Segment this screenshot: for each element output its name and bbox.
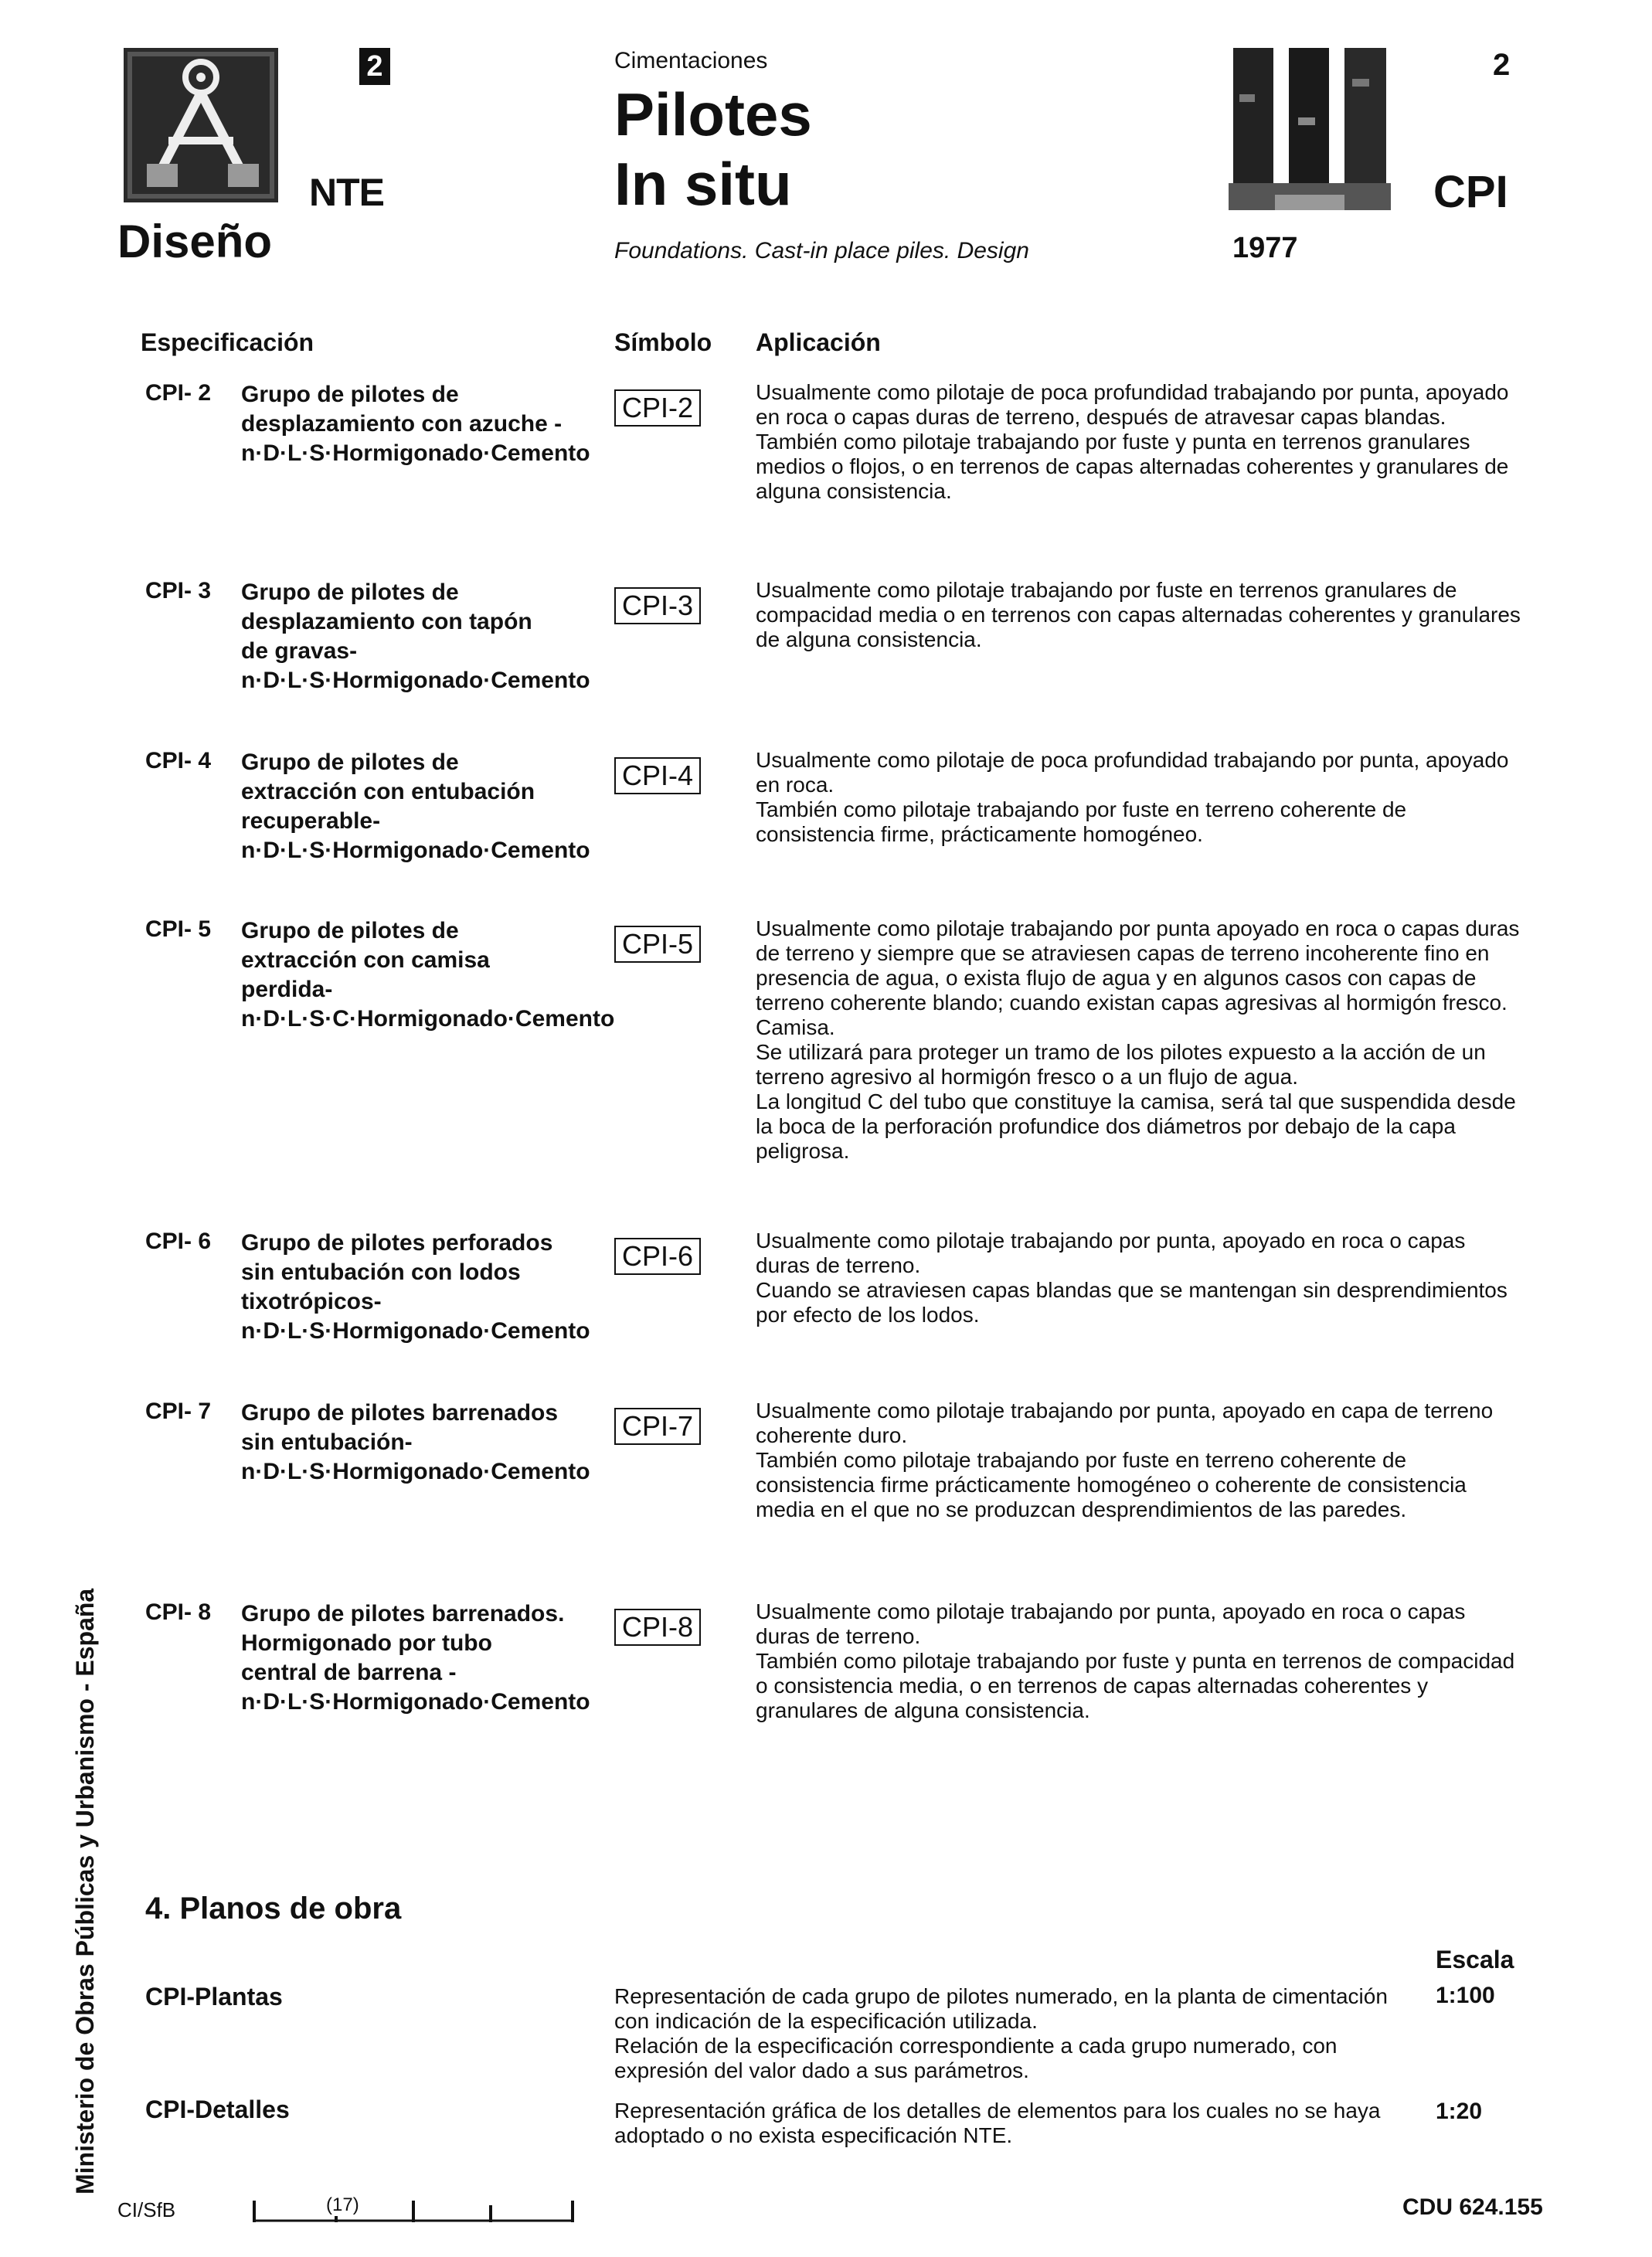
spec-name: Grupo de pilotes de extracción con entubación recuperable-n·D·L·S·Hormigonado·Cemento bbox=[241, 750, 590, 863]
plan-name: CPI-Plantas bbox=[145, 1983, 283, 2011]
spec-symbol: CPI-8 bbox=[614, 1609, 701, 1646]
application-paragraph: Usualmente como pilotaje trabajando por fuste en terrenos granulares de compacidad media o en terrenos con capas alternadas coherentes y granulares de alguna consistencia. bbox=[756, 578, 1521, 651]
plan-description-paragraph: Relación de la especificación correspondiente a cada grupo numerado, con expresión del valor dado a sus parámetros. bbox=[614, 2034, 1338, 2082]
spec-symbol: CPI-4 bbox=[614, 757, 701, 794]
spec-application bbox=[756, 1599, 1521, 1723]
spec-application bbox=[756, 1399, 1521, 1522]
spec-name: Grupo de pilotes de extracción con camisa perdida-n·D·L·S·C·Hormigonado·Cemento bbox=[241, 918, 615, 1032]
page-number: 2 bbox=[1493, 48, 1511, 82]
year: 1977 bbox=[1232, 232, 1298, 264]
supertitle: Cimentaciones bbox=[614, 48, 768, 73]
application-paragraph: También como pilotaje trabajando por fuste y punta en terrenos de compacidad o consistencia media, o en terrenos de capas alternadas coherentes y granulares de alguna consistencia. bbox=[756, 1649, 1515, 1722]
spec-application bbox=[756, 578, 1521, 652]
piles-photo bbox=[1229, 48, 1391, 210]
application-paragraph: Usualmente como pilotaje de poca profundidad trabajando por punta, apoyado en roca o capas duras de terreno, después de atravesar capas blandas. bbox=[756, 380, 1509, 429]
application-paragraph: Se utilizará para proteger un tramo de los pilotes expuesto a la acción de un terreno agresivo al hormigón fresco o a un flujo de agua. bbox=[756, 1040, 1486, 1089]
plan-name: CPI-Detalles bbox=[145, 2096, 290, 2123]
column-header-spec: Especificación bbox=[141, 328, 314, 356]
section-title: 4. Planos de obra bbox=[145, 1892, 402, 1926]
scale-column-header: Escala bbox=[1436, 1946, 1514, 1973]
page-subtitle: Foundations. Cast-in place piles. Design bbox=[614, 238, 1029, 263]
application-paragraph: Usualmente como pilotaje trabajando por punta, apoyado en roca o capas duras de terreno. bbox=[756, 1229, 1466, 1277]
section-label: Diseño bbox=[117, 216, 273, 267]
spec-symbol: CPI-2 bbox=[614, 389, 701, 427]
application-paragraph: Cuando se atraviesen capas blandas que se mantengan sin desprendimientos por efecto de los lodos. bbox=[756, 1278, 1508, 1327]
spec-symbol: CPI-5 bbox=[614, 926, 701, 963]
application-paragraph: También como pilotaje trabajando por fuste y punta en terrenos granulares medios o flojos, o en terrenos de capas alternadas coherentes y granulares de alguna consistencia. bbox=[756, 430, 1509, 503]
spec-id: CPI- 3 bbox=[145, 578, 212, 603]
cdu-code: CDU 624.155 bbox=[1402, 2194, 1543, 2220]
application-paragraph: Usualmente como pilotaje trabajando por punta, apoyado en roca o capas duras de terreno. bbox=[756, 1599, 1466, 1648]
column-header-application: Aplicación bbox=[756, 328, 881, 356]
application-paragraph: La longitud C del tubo que constituye la camisa, será tal que suspendida desde la boca de la perforación profundice dos diámetros por debajo de la capa peligrosa. bbox=[756, 1089, 1516, 1163]
nte-label: NTE bbox=[309, 171, 384, 214]
spec-id: CPI- 2 bbox=[145, 380, 212, 406]
cisfb-label: CI/SfB bbox=[117, 2198, 176, 2221]
plan-description bbox=[614, 1984, 1395, 2083]
column-header-symbol: Símbolo bbox=[614, 328, 712, 356]
plan-scale: 1:100 bbox=[1436, 1983, 1495, 2008]
spec-id: CPI- 6 bbox=[145, 1229, 212, 1254]
document-code: CPI bbox=[1433, 167, 1508, 217]
application-paragraph: Camisa. bbox=[756, 1015, 835, 1039]
spec-name: Grupo de pilotes perforados sin entubación con lodos tixotrópicos-n·D·L·S·Hormigonado·Cemento bbox=[241, 1230, 590, 1344]
spec-name: Grupo de pilotes de desplazamiento con azuche -n·D·L·S·Hormigonado·Cemento bbox=[241, 382, 590, 466]
application-paragraph: También como pilotaje trabajando por fuste en terreno coherente de consistencia firme prácticamente homogéneo o coherente de consistencia media en el que no se produzcan desprendimientos de las paredes. bbox=[756, 1448, 1467, 1521]
cisfb-number: (17) bbox=[323, 2194, 362, 2216]
plan-description-paragraph: Representación gráfica de los detalles de elementos para los cuales no se haya adoptado o no exista especificación NTE. bbox=[614, 2099, 1381, 2147]
spec-application bbox=[756, 916, 1521, 1164]
spec-symbol: CPI-7 bbox=[614, 1408, 701, 1445]
plan-description bbox=[614, 2099, 1395, 2148]
spec-symbol: CPI-3 bbox=[614, 587, 701, 624]
application-paragraph: Usualmente como pilotaje trabajando por punta, apoyado en capa de terreno coherente duro. bbox=[756, 1399, 1494, 1447]
spec-name: Grupo de pilotes de desplazamiento con tapón de gravas-n·D·L·S·Hormigonado·Cemento bbox=[241, 580, 590, 693]
spec-id: CPI- 7 bbox=[145, 1399, 212, 1424]
spec-application bbox=[756, 380, 1521, 504]
plan-description-paragraph: Representación de cada grupo de pilotes numerado, en la planta de cimentación con indicación de la especificación utilizada. bbox=[614, 1984, 1388, 2033]
application-paragraph: Usualmente como pilotaje de poca profundidad trabajando por punta, apoyado en roca. bbox=[756, 748, 1509, 797]
plan-scale: 1:20 bbox=[1436, 2099, 1483, 2124]
spec-symbol: CPI-6 bbox=[614, 1238, 701, 1275]
page-title-line1: Pilotes bbox=[614, 80, 812, 148]
spec-name: Grupo de pilotes barrenados sin entubación-n·D·L·S·Hormigonado·Cemento bbox=[241, 1400, 590, 1484]
page-title-line2: In situ bbox=[614, 150, 792, 218]
ministry-sidebar: Ministerio de Obras Públicas y Urbanismo - España bbox=[71, 1588, 99, 2194]
spec-id: CPI- 4 bbox=[145, 748, 212, 773]
spec-id: CPI- 5 bbox=[145, 916, 212, 942]
spec-application bbox=[756, 1229, 1521, 1327]
cisfb-scale-bar bbox=[251, 2194, 576, 2225]
application-paragraph: También como pilotaje trabajando por fuste en terreno coherente de consistencia firme, prácticamente homogéneo. bbox=[756, 797, 1407, 846]
sheet-number-badge: 2 bbox=[359, 48, 390, 85]
spec-name: Grupo de pilotes barrenados. Hormigonado por tubo central de barrena -n·D·L·S·Hormigonado·Cemento bbox=[241, 1601, 590, 1715]
spec-application bbox=[756, 748, 1521, 847]
nte-logo bbox=[124, 48, 278, 202]
application-paragraph: Usualmente como pilotaje trabajando por punta apoyado en roca o capas duras de terreno y siempre que se atraviesen capas de terreno incoherente fino en presencia de agua, o exista flujo de agua y en algunos casos con capas de terreno coherente blando; cuando existan capas agresivas al hormigón fresco. bbox=[756, 916, 1520, 1015]
spec-id: CPI- 8 bbox=[145, 1599, 212, 1625]
